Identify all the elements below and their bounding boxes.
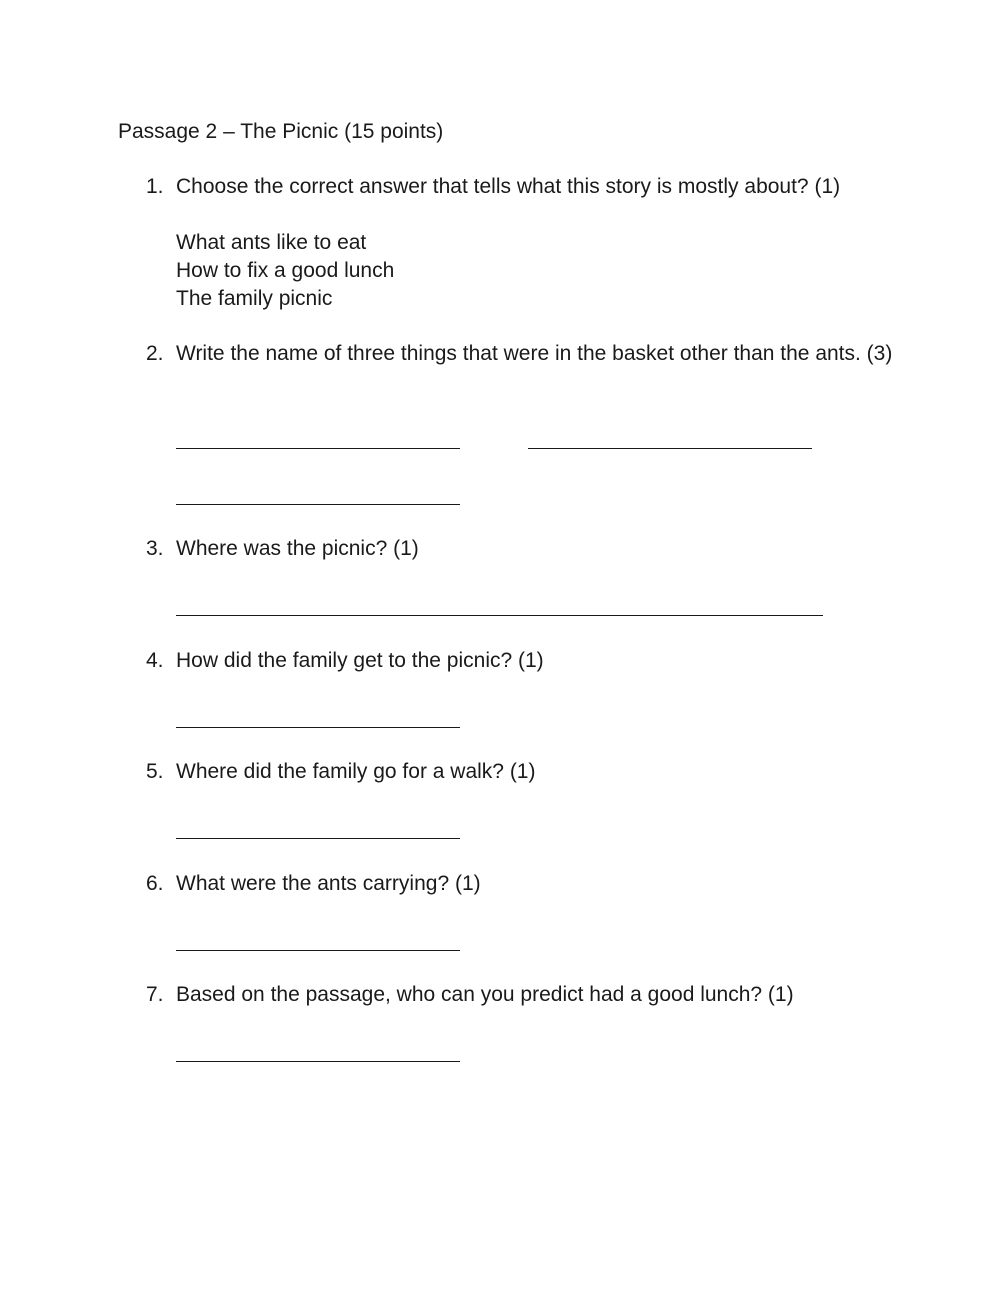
question-number: 3. bbox=[146, 537, 164, 560]
question-number: 1. bbox=[146, 175, 164, 198]
question-5 bbox=[146, 758, 906, 786]
answer-option[interactable]: The family picnic bbox=[176, 287, 333, 310]
question-4 bbox=[146, 647, 906, 675]
answer-blank-5[interactable] bbox=[176, 838, 460, 839]
question-number: 7. bbox=[146, 983, 164, 1006]
answer-blank-4[interactable] bbox=[176, 727, 460, 728]
question-text: Where did the family go for a walk? (1) bbox=[176, 760, 536, 783]
question-7 bbox=[146, 981, 906, 1009]
question-text: Write the name of three things that were in the basket other than the ants. (3) bbox=[176, 342, 893, 365]
answer-blank-2b[interactable] bbox=[528, 448, 812, 449]
question-text: What were the ants carrying? (1) bbox=[176, 872, 481, 895]
question-1 bbox=[146, 173, 906, 201]
answer-blank-7[interactable] bbox=[176, 1061, 460, 1062]
answer-option[interactable]: How to fix a good lunch bbox=[176, 259, 395, 282]
question-2 bbox=[146, 340, 906, 368]
question-number: 2. bbox=[146, 342, 164, 365]
question-number: 6. bbox=[146, 872, 164, 895]
question-6 bbox=[146, 870, 906, 898]
question-number: 5. bbox=[146, 760, 164, 783]
question-text: How did the family get to the picnic? (1) bbox=[176, 649, 544, 672]
answer-blank-3[interactable] bbox=[176, 615, 823, 616]
question-text: Where was the picnic? (1) bbox=[176, 537, 419, 560]
answer-option[interactable]: What ants like to eat bbox=[176, 231, 367, 254]
question-text: Based on the passage, who can you predict had a good lunch? (1) bbox=[176, 983, 794, 1006]
answer-blank-2a[interactable] bbox=[176, 448, 460, 449]
question-number: 4. bbox=[146, 649, 164, 672]
answer-blank-6[interactable] bbox=[176, 950, 460, 951]
question-3 bbox=[146, 535, 906, 563]
answer-blank-2c[interactable] bbox=[176, 504, 460, 505]
question-1-options bbox=[176, 229, 394, 313]
question-text: Choose the correct answer that tells what this story is mostly about? (1) bbox=[176, 175, 841, 198]
page-title: Passage 2 – The Picnic (15 points) bbox=[118, 120, 444, 143]
